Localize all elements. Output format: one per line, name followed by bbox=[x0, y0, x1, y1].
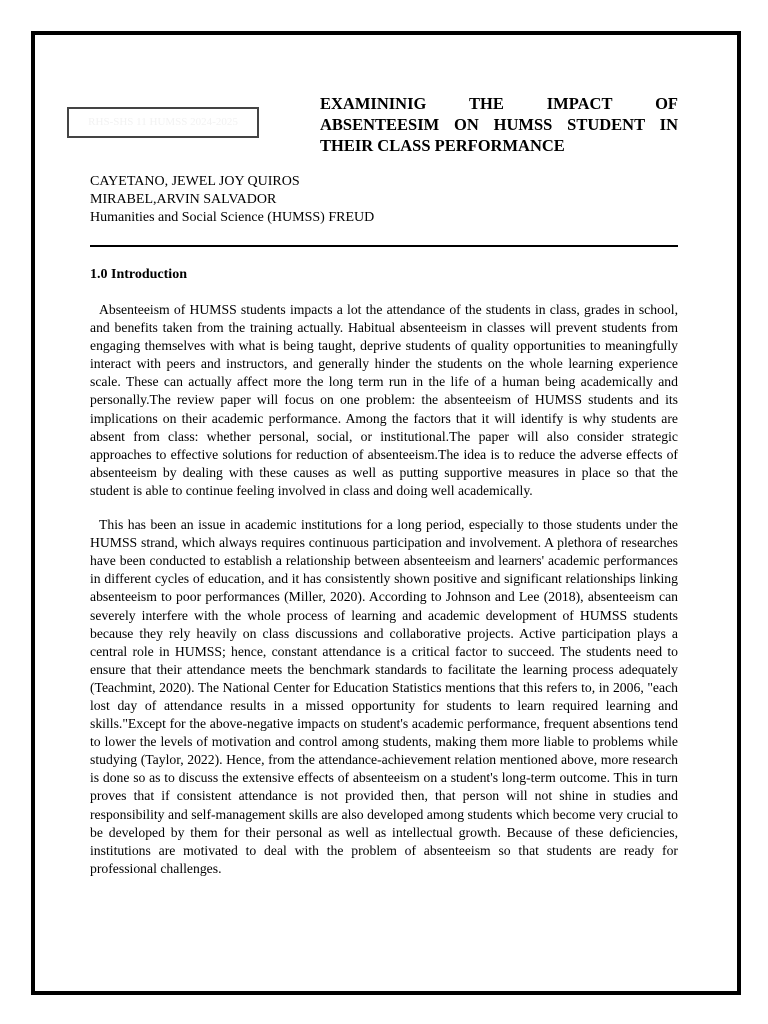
paragraph-1: Absenteeism of HUMSS students impacts a lot the attendance of the students in class, grades in school, and benefits taken from the training actually. Habitual absenteeism in classes will prevent students from engaging themselves with what is being taught, deprive students of quality opportunities to meaningfully interact with peers and instructors, and generally hinder the students on the whole learning experience scale. These can actually affect more the long term run in the life of a human being academically and personally.The review paper will focus on one problem: the absenteeism of HUMSS students and its implications on their academic performance. Among the factors that it will identify is why students are absent from class: whether personal, social, or institutional.The paper will also consider strategic approaches to effective solutions for reduction of absenteeism.The idea is to reduce the adverse effects of absenteeism by dealing with these causes as well as putting supportive measures in place so that the student is able to continue feeling involved in class and doing well academically. bbox=[90, 302, 678, 498]
horizontal-divider bbox=[90, 245, 678, 247]
introduction-body bbox=[90, 301, 678, 894]
document-title: EXAMININIG THE IMPACT OF ABSENTEESIM ON HUMSS STUDENT IN THEIR CLASS PERFORMANCE bbox=[320, 94, 678, 155]
paragraph-2: This has been an issue in academic institutions for a long period, especially to those students under the HUMSS strand, which always requires continuous participation and involvement. A plethora of researches have been conducted to establish a relationship between absenteeism and learners' academic performances in different cycles of education, and it has consistently shown positive and significant relationships linking absenteeism to poor performances (Miller, 2020). According to Johnson and Lee (2018), absenteeism can severely interfere with the whole process of learning and academic development of HUMSS students because they rely heavily on class discussions and collaborative projects. Active participation plays a central role in HUMSS; hence, constant attendance is a critical factor to succeed. The students need to ensure that their attendance meets the benchmark standards to facilitate the learning process adequately (Teachmint, 2020). The National Center for Education Statistics mentions that this refers to, in 2006, "each lost day of attendance results in a missed opportunity for students to learn required learning and skills."Except for the above-negative impacts on student's academic performance, frequent absentions tend to lower the levels of motivation and control among students, making them more liable to problems while studying (Taylor, 2022). Hence, from the attendance-achievement relation mentioned above, more research is done so as to discuss the extensive effects of absenteeism on a student's long-term outcome. This in turn proves that if consistent attendance is not provided then, that person will not shine in studies and responsibility and self-management skills are also developed among students which become very crucial to be developed by them for their personal as well as intellectual growth. Because of these deficiencies, institutions are motivated to deal with the problem of absenteeism so that students are ready for professional challenges. bbox=[90, 517, 678, 876]
affiliation: Humanities and Social Science (HUMSS) FREUD bbox=[90, 210, 375, 225]
author-1: CAYETANO, JEWEL JOY QUIROS bbox=[90, 174, 300, 189]
author-block bbox=[90, 173, 678, 227]
section-heading-introduction: 1.0 Introduction bbox=[90, 267, 187, 282]
author-2: MIRABEL,ARVIN SALVADOR bbox=[90, 192, 277, 207]
document-code-box: RHS-SHS 11 HUMSS 2024-2025 bbox=[67, 107, 259, 138]
